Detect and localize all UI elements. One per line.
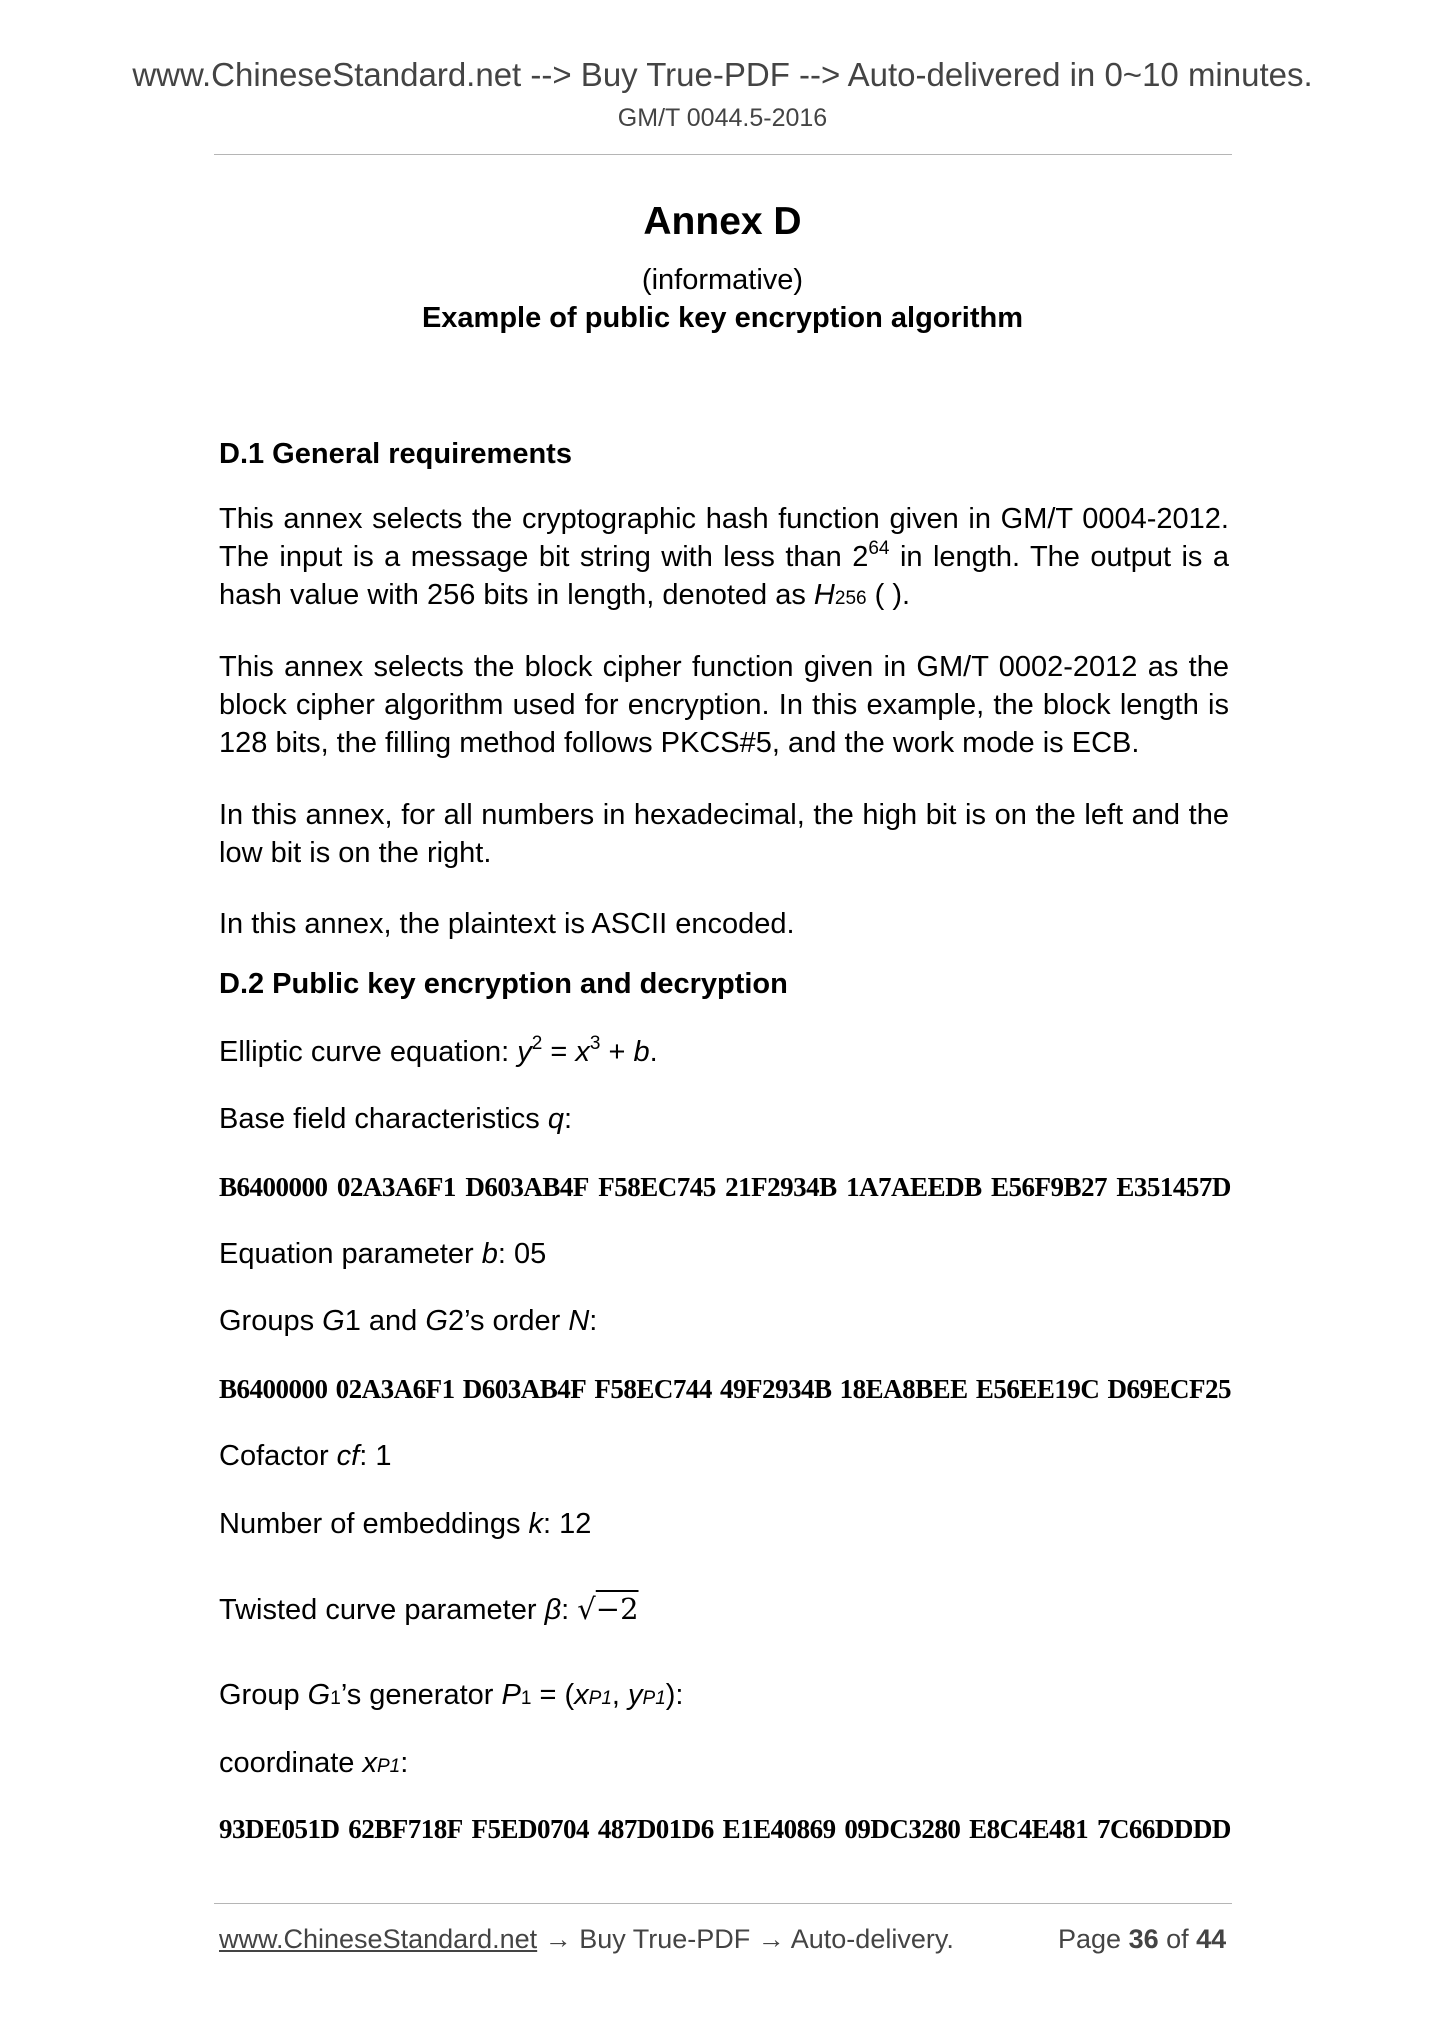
punctuation: ):	[665, 1679, 684, 1711]
math-var: β	[544, 1594, 562, 1626]
radicand: −2	[595, 1592, 639, 1626]
hex-word: E1E40869	[722, 1814, 836, 1844]
square-root	[577, 1592, 638, 1626]
radical-sign: √	[577, 1592, 596, 1626]
hex-word: 02A3A6F1	[336, 1172, 456, 1202]
hex-word: 18EA8BEE	[839, 1374, 968, 1404]
page-number	[1058, 1924, 1226, 1955]
hex-row-q	[219, 1172, 1231, 1203]
hex-word: 487D01D6	[597, 1814, 714, 1844]
subscript: 1	[520, 1688, 532, 1709]
punctuation: ,	[611, 1679, 629, 1711]
value: : 1	[359, 1440, 392, 1472]
hex-word: B6400000	[219, 1172, 328, 1202]
math-var: P	[501, 1679, 521, 1711]
label: 2’s order	[447, 1305, 569, 1337]
label: Cofactor	[219, 1440, 337, 1472]
paragraph-text: This annex selects the block cipher function given in GM/T 0002-2012 as the block cipher algorithm used for encryption. In this example, the block length is 128 bits, the filling method follows PKCS#5, and the work mode is ECB.	[219, 651, 1229, 759]
subscript: P1	[642, 1688, 666, 1709]
label: Elliptic curve equation:	[219, 1036, 518, 1068]
hex-word: B6400000	[219, 1374, 328, 1404]
label: Twisted curve parameter	[219, 1594, 545, 1626]
twisted-curve-parameter	[219, 1592, 639, 1627]
value: : 12	[543, 1508, 592, 1540]
annex-caption: Example of public key encryption algorithm	[421, 302, 1024, 334]
label: Equation parameter	[219, 1238, 482, 1270]
math-var: x	[575, 1036, 590, 1068]
operator: =	[542, 1036, 576, 1068]
footer-site-link[interactable]: www.ChineseStandard.net	[219, 1924, 538, 1954]
math-var: b	[633, 1036, 650, 1068]
hex-word: E351457D	[1116, 1172, 1231, 1202]
paragraph-text: In this annex, for all numbers in hexadecimal, the high bit is on the left and the low bit is on the right.	[219, 799, 1229, 869]
superscript: 2	[531, 1033, 543, 1054]
label: 1 and	[344, 1305, 426, 1337]
header-divider	[214, 154, 1232, 155]
hex-word: E56F9B27	[991, 1172, 1108, 1202]
hex-word: 49F2934B	[720, 1374, 832, 1404]
of-word: of	[1158, 1924, 1197, 1954]
header-banner: www.ChineseStandard.net --> Buy True-PDF --> Auto-delivered in 0~10 minutes.	[132, 56, 1313, 93]
paragraph-hex-order	[219, 796, 1229, 872]
punctuation: :	[400, 1747, 409, 1779]
value: : 05	[497, 1238, 547, 1270]
paragraph-block-cipher	[219, 648, 1229, 762]
footer-buy-text: Buy True-PDF	[579, 1924, 751, 1954]
math-var: q	[547, 1103, 564, 1135]
math-var: N	[568, 1305, 590, 1337]
text-run: ( ).	[866, 579, 911, 611]
coordinate-xp1-label	[219, 1747, 408, 1780]
equation-parameter-b	[219, 1238, 546, 1271]
punctuation: :	[563, 1103, 573, 1135]
text-run: This annex selects the cryptographic hash function given in GM/T 0004-2012. The input is a message bit string with less than 2	[219, 503, 1229, 573]
section-heading-d2: D.2 Public key encryption and decryption	[219, 968, 788, 1000]
hex-word: E56EE19C	[975, 1374, 1100, 1404]
embedding-degree	[219, 1508, 591, 1541]
label: Number of embeddings	[219, 1508, 529, 1540]
subscript: P1	[377, 1756, 401, 1777]
punctuation: .	[649, 1036, 658, 1068]
subscript: P1	[588, 1688, 612, 1709]
paragraph-text: In this annex, the plaintext is ASCII encoded.	[219, 908, 795, 940]
math-var: k	[528, 1508, 543, 1540]
arrow-icon: →	[537, 1924, 580, 1954]
hex-word: 7C66DDDD	[1096, 1814, 1231, 1844]
math-var: G	[425, 1305, 448, 1337]
generator-label	[219, 1679, 683, 1712]
math-var: G	[322, 1305, 345, 1337]
footer-links	[219, 1924, 954, 1955]
hex-word: 1A7AEEDB	[846, 1172, 982, 1202]
text-run: in length. The output is a hash value with 256 bits in length, denoted as	[219, 541, 1229, 611]
hex-word: 21F2934B	[725, 1172, 837, 1202]
page-word: Page	[1058, 1924, 1129, 1954]
hex-word: F58EC745	[598, 1172, 716, 1202]
footer-delivery-text: Auto-delivery.	[790, 1924, 954, 1954]
current-page: 36	[1128, 1924, 1159, 1954]
paragraph-hash-function	[219, 500, 1229, 618]
total-pages: 44	[1196, 1924, 1227, 1954]
operator: = (	[531, 1679, 575, 1711]
hex-word: 02A3A6F1	[335, 1374, 455, 1404]
hex-row-n	[219, 1374, 1231, 1405]
math-var: cf	[336, 1440, 360, 1472]
paragraph-ascii	[219, 905, 1229, 943]
label: ’s generator	[340, 1679, 502, 1711]
math-var: G	[307, 1679, 331, 1711]
math-var: y	[517, 1036, 532, 1068]
base-field-label	[219, 1103, 572, 1136]
elliptic-curve-equation	[219, 1033, 658, 1069]
punctuation: :	[561, 1594, 578, 1626]
math-var: H	[813, 579, 835, 611]
label: coordinate	[219, 1747, 363, 1779]
hex-word: 09DC3280	[844, 1814, 961, 1844]
annex-title: Annex D	[643, 200, 802, 243]
hex-word: F58EC744	[594, 1374, 712, 1404]
label: Groups	[219, 1305, 323, 1337]
subscript: 256	[834, 588, 867, 609]
group-order-label	[219, 1305, 597, 1338]
hex-word: E8C4E481	[969, 1814, 1089, 1844]
subscript: 1	[330, 1688, 341, 1709]
superscript: 3	[589, 1033, 601, 1054]
annex-type: (informative)	[641, 264, 804, 296]
arrow-icon: →	[750, 1924, 791, 1954]
section-heading-d1: D.1 General requirements	[219, 438, 572, 470]
punctuation: :	[589, 1305, 598, 1337]
hex-word: D603AB4F	[465, 1172, 589, 1202]
superscript: 64	[868, 538, 890, 559]
math-var: x	[362, 1747, 377, 1779]
hex-word: 93DE051D	[219, 1814, 340, 1844]
math-var: y	[628, 1679, 643, 1711]
hex-word: F5ED0704	[471, 1814, 590, 1844]
label: Base field characteristics	[219, 1103, 548, 1135]
label: Group	[219, 1679, 308, 1711]
hex-word: D603AB4F	[462, 1374, 587, 1404]
math-var: x	[574, 1679, 589, 1711]
footer-divider	[214, 1903, 1232, 1904]
hex-row-xp1	[219, 1814, 1231, 1845]
math-var: b	[481, 1238, 498, 1270]
hex-word: 62BF718F	[348, 1814, 463, 1844]
operator: +	[600, 1036, 634, 1068]
hex-word: D69ECF25	[1107, 1374, 1231, 1404]
header-standard-number: GM/T 0044.5-2016	[617, 104, 828, 132]
cofactor	[219, 1440, 391, 1473]
